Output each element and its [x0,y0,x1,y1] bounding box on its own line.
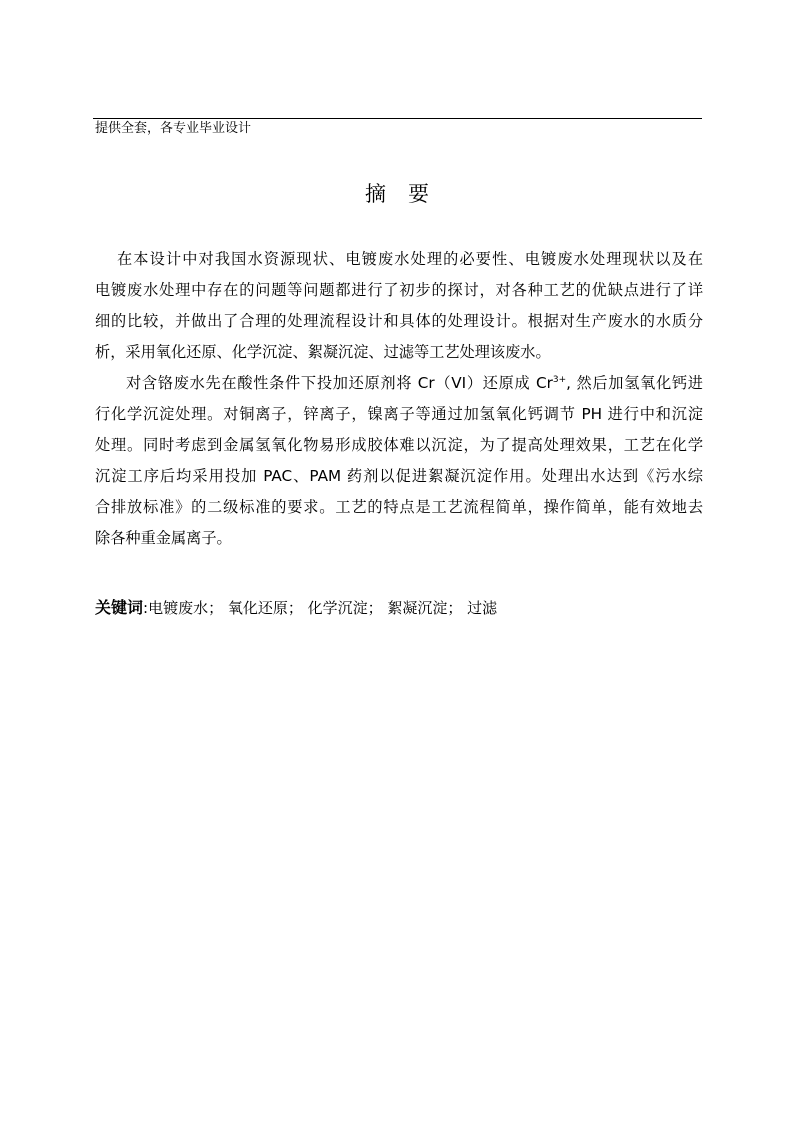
paragraph-line: 沉淀工序后均采用投加 PAC、PAM 药剂以促进絮凝沉淀作用。处理出水达到《污水综 [95,467,703,485]
paragraph-line: 细的比较，并做出了合理的处理流程设计和具体的处理设计。根据对生产废水的水质分 [95,312,703,330]
paragraph-line: 行化学沉淀处理。对铜离子，锌离子，镍离子等通过加氢氧化钙调节 PH 进行中和沉淀 [95,405,703,423]
paragraph-line: 除各种重金属离子。 [95,529,232,547]
abstract-paragraph-1 [95,244,703,368]
line-text: 对含铬废水先在酸性条件下投加还原剂将 Cr（VI）还原成 Cr [126,374,553,392]
paragraph-line: 合排放标准》的二级标准的要求。工艺的特点是工艺流程简单，操作简单，能有效地去 [95,498,703,516]
page-header: 提供全套，各专业毕业设计 [95,121,252,136]
line-text: , 然后加氢氧化钙进 [566,374,703,392]
paragraph-line: 析，采用氧化还原、化学沉淀、絮凝沉淀、过滤等工艺处理该废水。 [95,343,551,361]
paragraph-line [95,368,703,399]
header-rule [93,118,702,119]
abstract-paragraph-2 [95,368,703,554]
keywords-line [95,596,497,620]
paragraph-line: 在本设计中对我国水资源现状、电镀废水处理的必要性、电镀废水处理现状以及在 [117,250,703,268]
paragraph-line: 电镀废水处理中存在的问题等问题都进行了初步的探讨，对各种工艺的优缺点进行了详 [95,281,703,299]
page-title: 摘要 [365,182,451,206]
superscript: 3+ [552,374,567,385]
paragraph-line: 处理。同时考虑到金属氢氧化物易形成胶体难以沉淀，为了提高处理效果，工艺在化学 [95,436,703,454]
keywords-content: :电镀废水； 氧化还原； 化学沉淀； 絮凝沉淀； 过滤 [143,599,498,617]
keywords-label: 关键词 [95,598,144,617]
